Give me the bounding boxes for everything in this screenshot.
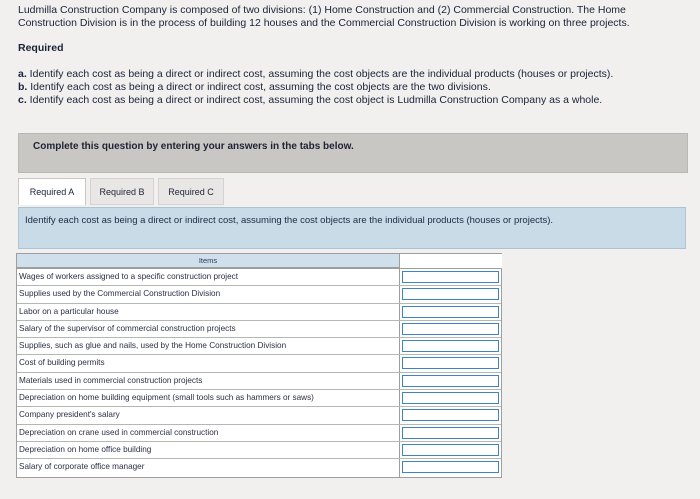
answer-dropdown[interactable] [402,427,499,439]
row-item-label: Salary of corporate office manager [19,462,145,472]
row-item-label: Company president's salary [19,410,120,420]
row-item-label: Depreciation on home office building [19,444,152,454]
column-divider [399,459,400,476]
requirement-b-letter: b. [18,81,28,93]
row-item-label: Salary of the supervisor of commercial construction projects [19,323,236,333]
row-item-label: Depreciation on crane used in commercial construction [19,427,219,437]
requirement-b-text: Identify each cost as being a direct or indirect cost, assuming the cost objects are the two divisions. [27,81,491,93]
requirement-c [18,94,698,107]
column-divider [399,304,400,320]
instruction-text: Identify each cost as being a direct or indirect cost, assuming the cost objects are the individual products (houses or projects). [25,215,554,226]
table-row [17,304,501,321]
answer-dropdown[interactable] [402,444,499,456]
answer-dropdown[interactable] [402,392,499,404]
row-item-label: Cost of building permits [19,358,105,368]
table-header-row [17,254,501,268]
requirement-a-text: Identify each cost as being a direct or indirect cost, assuming the cost objects are the individual products (houses or projects). [26,68,614,80]
answer-dropdown[interactable] [402,461,499,473]
requirement-c-letter: c. [18,94,27,106]
table-row [17,459,501,476]
complete-question-text: Complete this question by entering your answers in the tabs below. [33,141,354,152]
problem-description-line-1: Ludmilla Construction Company is composed of two divisions: (1) Home Construction and (2) Commercial Construction. The Home [18,4,626,16]
table-row [17,338,501,355]
table-row [17,286,501,303]
column-divider [399,373,400,389]
table-row [17,355,501,372]
table-row [17,390,501,407]
table-row [17,407,501,424]
table-row [17,321,501,338]
answer-dropdown[interactable] [402,357,499,369]
cost-classification-table [16,253,502,478]
answer-dropdown[interactable] [402,288,499,300]
answer-column-header [400,254,502,268]
column-divider [399,425,400,441]
complete-question-banner [18,133,688,173]
row-item-label: Materials used in commercial construction projects [19,375,203,385]
tab-required-b[interactable]: Required B [90,178,154,205]
requirement-a-letter: a. [18,68,27,80]
tab-required-c[interactable]: Required C [158,178,224,205]
table-row [17,373,501,390]
requirement-a [18,68,698,81]
required-heading: Required [18,42,64,54]
column-divider [399,407,400,423]
row-item-label: Wages of workers assigned to a specific construction project [19,272,239,281]
row-item-label: Labor on a particular house [19,306,119,316]
requirement-b [18,81,698,94]
column-divider [399,286,400,302]
instruction-box [18,207,686,249]
row-item-label: Depreciation on home building equipment (small tools such as hammers or saws) [19,393,314,403]
answer-dropdown[interactable] [402,375,499,387]
answer-dropdown[interactable] [402,306,499,318]
tab-required-a[interactable]: Required A [18,178,86,205]
problem-description [18,4,688,30]
column-divider [399,338,400,354]
answer-dropdown[interactable] [402,271,499,283]
table-row [17,442,501,459]
requirements-list [18,68,698,107]
requirement-c-text: Identify each cost as being a direct or indirect cost, assuming the cost object is Ludmilla Construction Company as a whole. [26,94,603,106]
row-item-label: Supplies, such as glue and nails, used by the Home Construction Division [19,341,287,351]
answer-dropdown[interactable] [402,323,499,335]
column-divider [399,269,400,285]
row-item-label: Supplies used by the Commercial Construction Division [19,289,221,299]
table-row [17,269,501,286]
column-divider [399,321,400,337]
table-row [17,425,501,442]
column-divider [399,355,400,371]
column-divider [399,390,400,406]
problem-description-line-2: Construction Division is in the process of building 12 houses and the Commercial Construction Division is working on three projects. [18,17,630,29]
answer-dropdown[interactable] [402,340,499,352]
column-divider [399,442,400,458]
answer-dropdown[interactable] [402,409,499,421]
items-column-header: Items [17,254,399,268]
